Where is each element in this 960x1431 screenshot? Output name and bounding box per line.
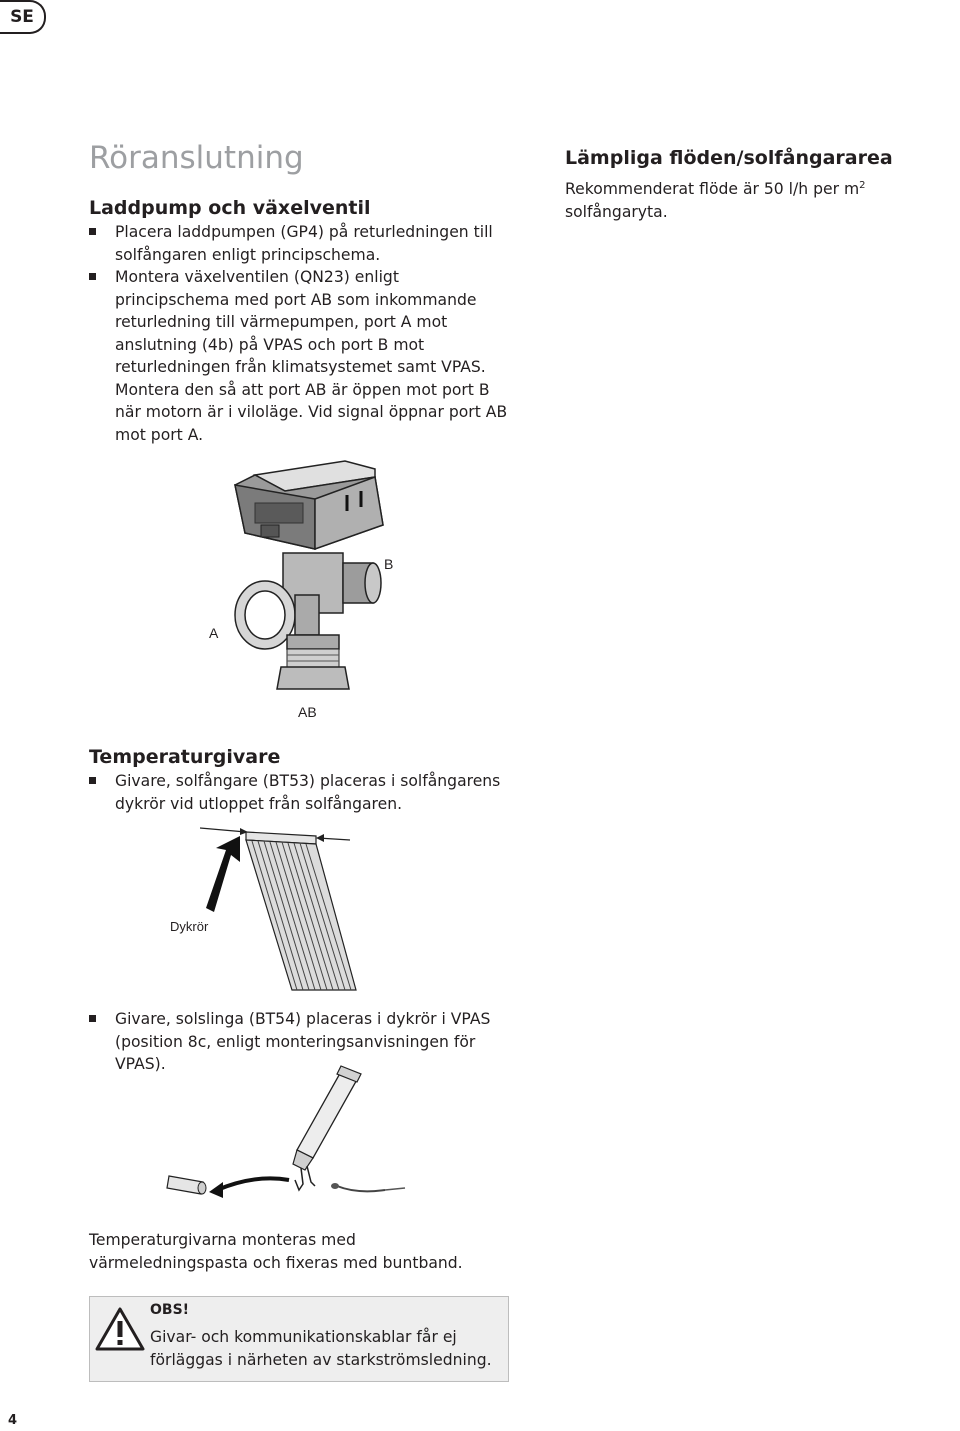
- mount-instructions: Temperaturgivarna monteras med värmeledningspasta och fixeras med buntband.: [89, 1231, 463, 1272]
- pump-bullet-1: Placera laddpumpen (GP4) på returledningen till solfångaren enligt principschema.: [89, 221, 514, 266]
- valve-illustration: [225, 455, 455, 725]
- section-pump: [89, 197, 514, 446]
- dykror-label: Dykrör: [170, 919, 209, 934]
- section-temp-heading: Temperaturgivare: [89, 746, 281, 768]
- notice-box: [89, 1296, 509, 1382]
- page-title: Röranslutning: [89, 140, 304, 176]
- page-number: 4: [8, 1413, 18, 1428]
- section-temp: [89, 746, 519, 815]
- section-pump-heading: Laddpump och växelventil: [89, 197, 371, 219]
- pump-bullet-list: [89, 221, 514, 446]
- notice-title: OBS!: [150, 1302, 190, 1318]
- pump-bullet-2: Montera växelventilen (QN23) enligt principschema med port AB som inkommande returledning till värmepumpen, port A mot anslutning (4b) på VPAS och port B mot returledningen från klimatsystemet samt VPAS. Montera den så att port AB är öppen mot port B när motorn är i viloläge. Vid signal öppnar port AB mot port A.: [89, 266, 514, 446]
- temp-bullet-list-1: [89, 770, 519, 815]
- temp-bullet-2: Givare, solslinga (BT54) placeras i dykrör i VPAS (position 8c, enligt monteringsanvisningen för VPAS).: [89, 1008, 519, 1076]
- language-badge: SE: [0, 0, 46, 34]
- warning-icon: [95, 1307, 145, 1351]
- port-b-label: B: [384, 556, 394, 572]
- port-a-label: A: [209, 625, 219, 641]
- flow-recommendation: Rekommenderat flöde är 50 l/h per $m^2$ solfångaryta.: [565, 180, 866, 221]
- temp-bullet-1: Givare, solfångare (BT53) placeras i solfångarens dykrör vid utloppet från solfångaren.: [89, 770, 519, 815]
- port-ab-label: AB: [298, 704, 317, 720]
- notice-text: Givar- och kommunikationskablar får ej förläggas i närheten av starkströmsledning.: [150, 1328, 492, 1369]
- paste-tube-illustration: [165, 1062, 410, 1207]
- collector-illustration: [200, 822, 360, 992]
- section-flow: [565, 147, 955, 223]
- section-flow-heading: Lämpliga flöden/solfångararea: [565, 147, 893, 169]
